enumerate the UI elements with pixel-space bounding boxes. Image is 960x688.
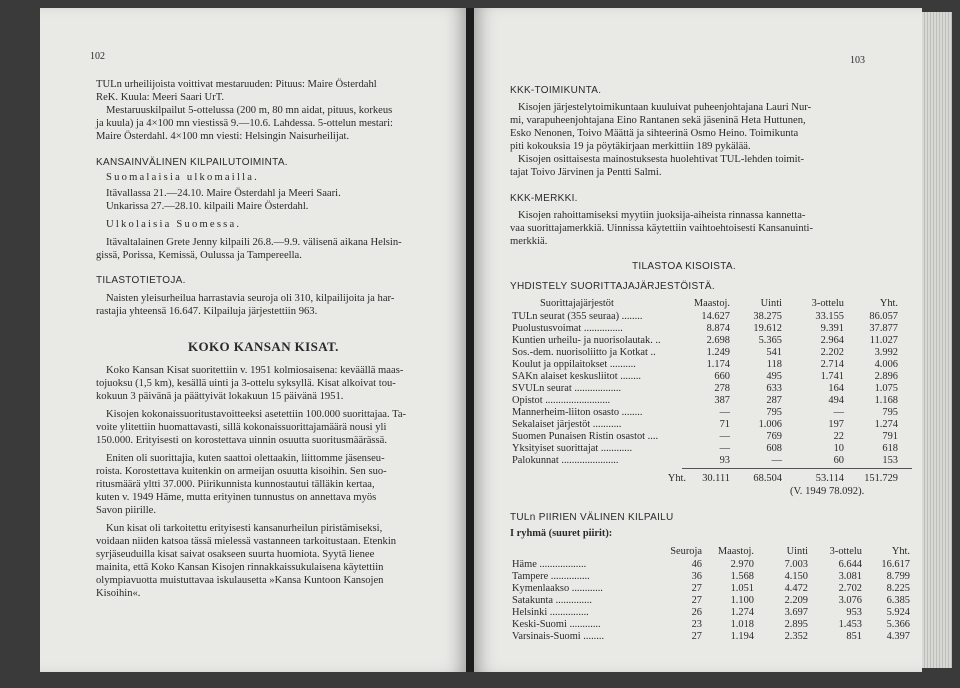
games-line: Eniten oli suorittajia, kuten saattoi olettaakin, liittomme jäsenseu- [106,453,385,464]
stats-line: rastajia yhteensä 16.647. Kilpailuja järjestettiin 963. [96,306,318,317]
games-line: Koko Kansan Kisat suoritettiin v. 1951 kolmiosaisena: keväällä maas- [106,365,404,376]
table-cell: 1.075 [874,383,898,394]
table-cell: 494 [828,395,844,406]
table-cell: TULn seurat (355 seuraa) ........ [512,311,643,322]
table-cell: 6.385 [886,595,910,606]
table-cell: 5.924 [886,607,910,618]
table-cell: 633 [766,383,782,394]
games-line: olympiavuotta muistuttavaa iskulausetta »Kansa Kuntoon Kansojen [96,575,384,586]
badge-line: merkkiä. [510,236,548,247]
table-cell: 10 [833,443,844,454]
table-row [512,559,910,571]
table-cell: 11.027 [869,335,898,346]
table2-header [512,546,910,558]
table-cell: 1.274 [730,607,754,618]
abroad-line: Unkarissa 27.—28.10. kilpaili Maire Österdahl. [106,201,309,212]
table-row [512,419,910,431]
table-cell: Tampere ............... [512,571,590,582]
games-line: syrjäseuduilla kisat saivat osakseen suurta huomiota. Syytä lienee [96,549,375,560]
games-line: Savon piirille. [96,505,157,516]
section-heading-committee: KKK-TOIMIKUNTA. [510,85,602,96]
table-row [512,443,910,455]
table-cell: 541 [766,347,782,358]
table-cell: 2.698 [706,335,730,346]
table-cell: 2.702 [838,583,862,594]
table-cell: 660 [714,371,730,382]
table-cell: 1.174 [706,359,730,370]
table-cell: SVULn seurat .................. [512,383,622,394]
table1-total-row [512,473,910,485]
intro-line: TULn urheilijoista voittivat mestaruuden: Pituus: Maire Österdahl [96,79,377,90]
badge-line: Kisojen rahoittamiseksi myytiin juoksija-aiheista rinnassa kannetta- [518,210,806,221]
table1-header-cell: Suorittajajärjestöt [540,298,614,309]
table2-header-cell: 3-ottelu [829,546,862,557]
table-cell: 4.397 [886,631,910,642]
table-cell: 2.970 [730,559,754,570]
table-cell: Opistot ......................... [512,395,611,406]
table-cell: 1.741 [820,371,844,382]
committee-line: Kisojen osittaisesta mainostuksesta huolehtivat TUL-lehden toimit- [518,154,805,165]
table-cell: Suomen Punaisen Ristin osastot .... [512,431,659,442]
table-cell: Yht. [667,473,686,484]
table-row [512,407,910,419]
table-cell: — [833,407,844,418]
table-row [512,395,910,407]
table-row [512,583,910,595]
committee-line: tajat Toivo Järvinen ja Pentti Salmi. [510,167,662,178]
games-line: mainita, että Koko Kansan Kisojen rinnakkaissukulaisena käytettiin [96,562,384,573]
games-line: Kun kisat oli tarkoitettu erityisesti kansanurheilun piristämiseksi, [106,523,383,534]
table-cell: 2.714 [820,359,844,370]
table-cell: 2.895 [784,619,808,630]
games-line: Kisojen kokonaissuoritustavoitteeksi asetettiin 100.000 suorittajaa. Ta- [106,409,407,420]
table1-header-cell: Maastoj. [693,298,730,309]
table-cell: 2.202 [820,347,844,358]
table-cell: 795 [766,407,782,418]
games-line: kuten v. 1949 Häme, mutta erityinen tunnustus on annettava myös [96,492,377,503]
table-cell: 1.568 [730,571,754,582]
table-row [512,431,910,443]
table-row [512,311,910,323]
table-row [512,347,910,359]
table-cell: 151.729 [864,473,898,484]
table-cell: Satakunta .............. [512,595,592,606]
table-cell: 26 [691,607,702,618]
table-cell: 387 [714,395,730,406]
table-cell: 3.076 [838,595,862,606]
intro-line: Maire Österdahl. 4×100 mn viesti: Helsingin Naisurheilijat. [96,131,350,142]
table-cell: 38.275 [753,311,782,322]
table-cell: Koulut ja oppilaitokset .......... [512,359,636,370]
page-number-right: 103 [850,55,865,66]
table-cell: 5.365 [758,335,782,346]
right-page [474,8,922,672]
table-cell: — [719,443,730,454]
table-cell: 2.209 [784,595,808,606]
badge-line: vaa suorittajamerkkiä. Uinnissa käytettiin vaihtoehtoisesti Kansanuinti- [510,223,814,234]
games-line: ritusmäärä yltti 37.000. Piirikunnista kunnostautui tälläkin kertaa, [96,479,375,490]
committee-line: mi, varapuheenjohtajana Eino Rantanen sekä jäseninä Heta Huttunen, [510,115,806,126]
table-cell: 3.081 [838,571,862,582]
table-row [512,335,910,347]
table-cell: — [719,407,730,418]
table-cell: 46 [691,559,702,570]
games-line: voite ylitettiin huomattavasti, sillä kokonaissuorittajamäärä nousi yli [96,422,387,433]
table-cell: Puolustusvoimat ............... [512,323,623,334]
table2-header-cell: Maastoj. [717,546,754,557]
table-cell: 1.051 [730,583,754,594]
abroad-line: Itävallassa 21.—24.10. Maire Österdahl ja Meeri Saari. [106,188,341,199]
table-cell: 19.612 [753,323,782,334]
committee-line: piti kokouksia 19 ja pöytäkirjaan merkittiin 189 pykälää. [510,141,751,152]
committee-line: Esko Nenonen, Toivo Määttä ja sihteerinä Osmo Heino. Toimikunta [510,128,799,139]
table-row [512,619,910,631]
table-cell: Varsinais-Suomi ........ [512,631,605,642]
table-cell: 27 [691,631,702,642]
section-heading-intl: KANSAINVÄLINEN KILPAILUTOIMINTA. [96,157,288,168]
table2-title: TULn PIIRIEN VÄLINEN KILPAILU [510,512,674,523]
table-cell: Kuntien urheilu- ja nuorisolautak. .. [512,335,661,346]
table-cell: 60 [833,455,844,466]
table-cell: 8.799 [886,571,910,582]
table-cell: 2.352 [784,631,808,642]
table-cell: 93 [719,455,730,466]
table-cell: 86.057 [869,311,898,322]
intro-line: Mestaruuskilpailut 5-ottelussa (200 m, 80 mn aidat, pituus, korkeus [106,105,393,116]
games-line: Kisoihin«. [96,588,141,599]
table-cell: 36 [691,571,702,582]
committee-line: Kisojen järjestelytoimikuntaan kuuluivat puheenjohtajana Lauri Nur- [518,102,812,113]
games-title: KOKO KANSAN KISAT. [188,339,339,354]
table-cell: 278 [714,383,730,394]
games-line: 150.000. Erityisesti on korostettava uinnin osuutta suoritusmäärässä. [96,435,387,446]
subheading-abroad: Suomalaisia ulkomailla. [106,172,259,183]
table-cell: 4.150 [784,571,808,582]
games-line: kokuun 3 päivänä ja päättyivät lokakuun 15 päivänä 1951. [96,391,344,402]
table-cell: 16.617 [881,559,910,570]
foreign-line: Itävaltalainen Grete Jenny kilpaili 26.8.—9.9. välisenä aikana Helsin- [106,237,402,248]
table-cell: 4.006 [874,359,898,370]
table-cell: Palokunnat ...................... [512,455,619,466]
table-cell: 791 [882,431,898,442]
table-cell: 1.249 [706,347,730,358]
table-cell: 7.003 [784,559,808,570]
table-cell: 851 [846,631,862,642]
table-cell: 27 [691,583,702,594]
subheading-foreign: Ulkolaisia Suomessa. [106,219,242,230]
table1-header-nums [512,298,910,310]
table-cell: 608 [766,443,782,454]
table-cell: 37.877 [869,323,898,334]
section-heading-stats: TILASTOTIETOJA. [96,275,186,286]
table-cell: 164 [828,383,844,394]
table1-title: TILASTOA KISOISTA. [632,261,736,272]
table-cell: 5.366 [886,619,910,630]
table-cell: 3.992 [874,347,898,358]
table-cell: 6.644 [838,559,862,570]
table-row [512,571,910,583]
games-line: voidaan niiden katsoa tässä mielessä vastanneen tarkoitustaan. Etenkin [96,536,397,547]
table-cell: 1.194 [730,631,754,642]
table-row [512,359,910,371]
table-cell: 4.472 [784,583,808,594]
table-cell: 118 [766,359,782,370]
table-cell: Kymenlaakso ............ [512,583,603,594]
table-cell: Sos.-dem. nuorisoliitto ja Kotkat .. [512,347,656,358]
table-row [512,455,910,467]
table-row [512,383,910,395]
table-cell: 769 [766,431,782,442]
table-cell: Häme .................. [512,559,587,570]
table2-header-cell: Seuroja [670,546,702,557]
table-cell: SAKn alaiset keskusliitot ........ [512,371,642,382]
total-rule [682,468,912,469]
table-cell: 3.697 [784,607,808,618]
table-cell: 9.391 [820,323,844,334]
table-cell: 14.627 [701,311,730,322]
table-cell: 33.155 [815,311,844,322]
table-cell: 495 [766,371,782,382]
page-edges [922,12,952,668]
table-cell: 53.114 [815,473,844,484]
table-row [512,595,910,607]
table-cell: — [719,431,730,442]
table-cell: 2.896 [874,371,898,382]
table2-subtitle: I ryhmä (suuret piirit): [510,528,613,539]
table1-subtitle: YHDISTELY SUORITTAJAJÄRJESTÖISTÄ. [510,281,715,292]
table-cell: Mannerheim-liiton osasto ........ [512,407,643,418]
table2-header-cell: Uinti [786,546,808,557]
table-cell: Sekalaiset järjestöt ........... [512,419,622,430]
table-cell: Keski-Suomi ............ [512,619,601,630]
table-cell: 197 [828,419,844,430]
table-cell: 1.274 [874,419,898,430]
games-line: roista. Korostettava kuitenkin on armeijan osuutta kisoihin. Sen suo- [96,466,387,477]
table-row [512,371,910,383]
table-cell: 1.006 [758,419,782,430]
table1-note: (V. 1949 78.092). [790,486,865,497]
table-row [512,607,910,619]
table-cell: Helsinki ............... [512,607,589,618]
table1-header-cell: Uinti [760,298,782,309]
table-row [512,323,910,335]
table-cell: 953 [846,607,862,618]
table-cell: 1.453 [838,619,862,630]
table-row [512,631,910,643]
table-cell: 153 [882,455,898,466]
table-cell: 22 [833,431,844,442]
table1-header-cell: Yht. [879,298,898,309]
table-cell: 30.111 [702,473,730,484]
table-cell: 1.168 [874,395,898,406]
table1-header-cell: 3-ottelu [811,298,844,309]
foreign-line: gissä, Porissa, Kemissä, Oulussa ja Tampereella. [96,250,302,261]
table-cell: 23 [691,619,702,630]
intro-line: ReK. Kuula: Meeri Saari UrT. [96,92,225,103]
section-heading-badge: KKK-MERKKI. [510,193,578,204]
table-cell: 287 [766,395,782,406]
table2-header-cell: Yht. [891,546,910,557]
table-cell: 2.964 [820,335,844,346]
table-cell: — [771,455,782,466]
table-cell: 27 [691,595,702,606]
table-cell: 71 [719,419,730,430]
stats-line: Naisten yleisurheilua harrastavia seuroja oli 310, kilpailijoita ja har- [106,293,395,304]
left-page [40,8,466,672]
table-cell: 795 [882,407,898,418]
games-line: tojuoksu (1,5 km), kesällä uinti ja 3-ottelu syksyllä. Kisat alkoivat tou- [96,378,396,389]
table-cell: 68.504 [753,473,782,484]
table-cell: 1.100 [730,595,754,606]
table-cell: 8.225 [886,583,910,594]
page-number-left: 102 [90,51,105,62]
intro-line: ja kuula) ja 4×100 mn viestissä 9.—10.6. Lahdessa. 5-ottelun mestari: [96,118,393,129]
table-cell: 8.874 [706,323,730,334]
table-cell: Yksityiset suorittajat ............ [512,443,633,454]
table-cell: 618 [882,443,898,454]
table-cell: 1.018 [730,619,754,630]
